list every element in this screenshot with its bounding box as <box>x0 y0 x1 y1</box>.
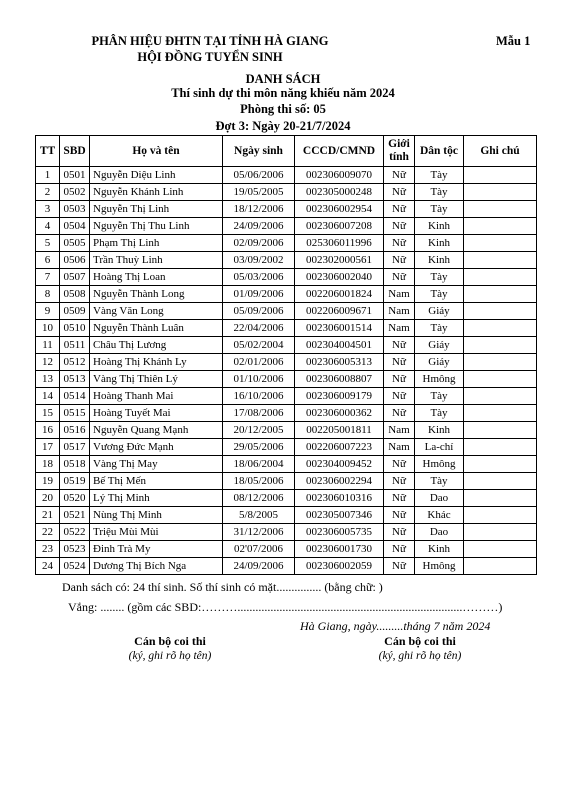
cell-tt: 17 <box>36 439 60 456</box>
cell-gender: Nữ <box>384 507 415 524</box>
cell-id: 002304009452 <box>295 456 384 473</box>
cell-notes <box>464 269 537 286</box>
form-code: Mẫu 1 <box>496 34 531 48</box>
cell-name: Hoàng Thị Khánh Ly <box>90 354 223 371</box>
table-row <box>36 286 537 303</box>
cell-id: 002306002059 <box>295 558 384 575</box>
table-header-row <box>36 136 537 167</box>
cell-sbd: 0517 <box>60 439 90 456</box>
header-dob: Ngày sinh <box>223 136 295 167</box>
cell-dob: 16/10/2006 <box>223 388 295 405</box>
cell-name: Phạm Thị Linh <box>90 235 223 252</box>
cell-tt: 15 <box>36 405 60 422</box>
cell-tt: 14 <box>36 388 60 405</box>
cell-dob: 5/8/2005 <box>223 507 295 524</box>
cell-tt: 1 <box>36 167 60 184</box>
cell-gender: Nam <box>384 422 415 439</box>
table-row <box>36 371 537 388</box>
table-row <box>36 235 537 252</box>
cell-id: 002306002294 <box>295 473 384 490</box>
header-sbd: SBD <box>60 136 90 167</box>
cell-ethnicity: Tày <box>415 184 464 201</box>
table-row <box>36 456 537 473</box>
table-row <box>36 320 537 337</box>
cell-id: 002205001811 <box>295 422 384 439</box>
cell-gender: Nữ <box>384 524 415 541</box>
cell-sbd: 0521 <box>60 507 90 524</box>
cell-dob: 20/12/2005 <box>223 422 295 439</box>
cell-ethnicity: Dao <box>415 524 464 541</box>
cell-tt: 5 <box>36 235 60 252</box>
signature-left-note: (ký, ghi rõ họ tên) <box>128 650 212 662</box>
cell-ethnicity: Tày <box>415 320 464 337</box>
cell-gender: Nữ <box>384 201 415 218</box>
cell-ethnicity: Kinh <box>415 218 464 235</box>
cell-ethnicity: Khác <box>415 507 464 524</box>
cell-gender: Nam <box>384 286 415 303</box>
cell-sbd: 0506 <box>60 252 90 269</box>
cell-tt: 16 <box>36 422 60 439</box>
cell-notes <box>464 184 537 201</box>
cell-notes <box>464 371 537 388</box>
table-row <box>36 405 537 422</box>
cell-id: 025306011996 <box>295 235 384 252</box>
cell-dob: 05/06/2006 <box>223 167 295 184</box>
cell-id: 002306009070 <box>295 167 384 184</box>
organization-name: PHÂN HIỆU ĐHTN TẠI TỈNH HÀ GIANG <box>91 34 329 48</box>
cell-gender: Nữ <box>384 558 415 575</box>
cell-ethnicity: Hmông <box>415 456 464 473</box>
cell-notes <box>464 354 537 371</box>
cell-gender: Nữ <box>384 167 415 184</box>
signature-left-title: Cán bộ coi thi <box>134 634 206 648</box>
cell-ethnicity: Tày <box>415 201 464 218</box>
cell-sbd: 0522 <box>60 524 90 541</box>
document-subtitle: Thí sinh dự thi môn năng khiếu năm 2024 <box>171 86 395 100</box>
cell-dob: 05/02/2004 <box>223 337 295 354</box>
cell-sbd: 0502 <box>60 184 90 201</box>
cell-name: Bế Thị Mến <box>90 473 223 490</box>
cell-sbd: 0511 <box>60 337 90 354</box>
cell-id: 002306001730 <box>295 541 384 558</box>
table-row <box>36 337 537 354</box>
cell-id: 002306005313 <box>295 354 384 371</box>
cell-id: 002306002954 <box>295 201 384 218</box>
cell-gender: Nữ <box>384 354 415 371</box>
cell-sbd: 0504 <box>60 218 90 235</box>
cell-notes <box>464 541 537 558</box>
cell-gender: Nam <box>384 439 415 456</box>
cell-gender: Nam <box>384 303 415 320</box>
cell-sbd: 0512 <box>60 354 90 371</box>
cell-id: 002306007208 <box>295 218 384 235</box>
cell-ethnicity: Hmông <box>415 558 464 575</box>
table-row <box>36 541 537 558</box>
cell-sbd: 0515 <box>60 405 90 422</box>
cell-notes <box>464 201 537 218</box>
cell-notes <box>464 558 537 575</box>
cell-tt: 24 <box>36 558 60 575</box>
cell-tt: 19 <box>36 473 60 490</box>
table-row <box>36 269 537 286</box>
count-line: Danh sách có: 24 thí sinh. Số thí sinh có mặt............... (bằng chữ: ) <box>62 580 383 594</box>
signature-right-title: Cán bộ coi thi <box>384 634 456 648</box>
cell-dob: 02/01/2006 <box>223 354 295 371</box>
cell-id: 002304004501 <box>295 337 384 354</box>
cell-tt: 18 <box>36 456 60 473</box>
cell-sbd: 0507 <box>60 269 90 286</box>
cell-tt: 21 <box>36 507 60 524</box>
cell-dob: 31/12/2006 <box>223 524 295 541</box>
table-row <box>36 473 537 490</box>
cell-id: 002302000561 <box>295 252 384 269</box>
cell-tt: 22 <box>36 524 60 541</box>
cell-name: Lý Thị Minh <box>90 490 223 507</box>
cell-ethnicity: Tày <box>415 388 464 405</box>
cell-notes <box>464 422 537 439</box>
cell-sbd: 0505 <box>60 235 90 252</box>
cell-tt: 20 <box>36 490 60 507</box>
cell-ethnicity: Kinh <box>415 541 464 558</box>
cell-tt: 9 <box>36 303 60 320</box>
cell-id: 002306008807 <box>295 371 384 388</box>
cell-tt: 3 <box>36 201 60 218</box>
cell-name: Hoàng Thanh Mai <box>90 388 223 405</box>
cell-notes <box>464 490 537 507</box>
cell-gender: Nữ <box>384 337 415 354</box>
cell-dob: 24/09/2006 <box>223 218 295 235</box>
date-line: Hà Giang, ngày.........tháng 7 năm 2024 <box>300 619 491 633</box>
cell-name: Nùng Thị Minh <box>90 507 223 524</box>
cell-tt: 4 <box>36 218 60 235</box>
cell-ethnicity: La-chí <box>415 439 464 456</box>
table-row <box>36 184 537 201</box>
header-ethnicity: Dân tộc <box>415 136 464 167</box>
header-id: CCCD/CMND <box>295 136 384 167</box>
cell-tt: 8 <box>36 286 60 303</box>
cell-gender: Nam <box>384 320 415 337</box>
cell-name: Nguyễn Thành Luân <box>90 320 223 337</box>
cell-ethnicity: Tày <box>415 473 464 490</box>
header-tt: TT <box>36 136 60 167</box>
cell-gender: Nữ <box>384 541 415 558</box>
cell-ethnicity: Giáy <box>415 303 464 320</box>
cell-gender: Nữ <box>384 388 415 405</box>
cell-id: 002306002040 <box>295 269 384 286</box>
cell-name: Hoàng Thị Loan <box>90 269 223 286</box>
cell-sbd: 0516 <box>60 422 90 439</box>
cell-tt: 13 <box>36 371 60 388</box>
cell-ethnicity: Kinh <box>415 252 464 269</box>
cell-dob: 05/03/2006 <box>223 269 295 286</box>
cell-notes <box>464 439 537 456</box>
cell-dob: 02'07/2006 <box>223 541 295 558</box>
council-name: HỘI ĐỒNG TUYỂN SINH <box>137 50 283 64</box>
cell-name: Nguyễn Thị Thu Linh <box>90 218 223 235</box>
cell-notes <box>464 507 537 524</box>
exam-room: Phòng thi số: 05 <box>240 102 326 116</box>
table-row <box>36 524 537 541</box>
cell-ethnicity: Kinh <box>415 235 464 252</box>
table-row <box>36 422 537 439</box>
cell-notes <box>464 388 537 405</box>
cell-notes <box>464 337 537 354</box>
cell-sbd: 0520 <box>60 490 90 507</box>
cell-name: Vàng Thị May <box>90 456 223 473</box>
cell-ethnicity: Tày <box>415 269 464 286</box>
header-gender: Giới tính <box>384 136 415 167</box>
exam-round: Đợt 3: Ngày 20-21/7/2024 <box>215 119 351 133</box>
cell-id: 002206009671 <box>295 303 384 320</box>
cell-name: Đinh Trà My <box>90 541 223 558</box>
cell-dob: 22/04/2006 <box>223 320 295 337</box>
cell-ethnicity: Tày <box>415 286 464 303</box>
cell-tt: 23 <box>36 541 60 558</box>
cell-name: Châu Thị Lương <box>90 337 223 354</box>
table-row <box>36 507 537 524</box>
table-row <box>36 388 537 405</box>
table-row <box>36 167 537 184</box>
cell-notes <box>464 167 537 184</box>
cell-ethnicity: Hmông <box>415 371 464 388</box>
cell-id: 002206007223 <box>295 439 384 456</box>
cell-id: 002306000362 <box>295 405 384 422</box>
header-name: Họ và tên <box>90 136 223 167</box>
cell-gender: Nữ <box>384 235 415 252</box>
cell-dob: 18/12/2006 <box>223 201 295 218</box>
cell-name: Nguyễn Khánh Linh <box>90 184 223 201</box>
table-row <box>36 218 537 235</box>
cell-sbd: 0501 <box>60 167 90 184</box>
cell-notes <box>464 473 537 490</box>
cell-ethnicity: Giáy <box>415 337 464 354</box>
cell-notes <box>464 303 537 320</box>
cell-name: Nguyễn Quang Mạnh <box>90 422 223 439</box>
cell-gender: Nữ <box>384 184 415 201</box>
cell-id: 002305000248 <box>295 184 384 201</box>
cell-id: 002306001514 <box>295 320 384 337</box>
cell-dob: 01/09/2006 <box>223 286 295 303</box>
table-row <box>36 490 537 507</box>
cell-sbd: 0519 <box>60 473 90 490</box>
cell-dob: 01/10/2006 <box>223 371 295 388</box>
document-title: DANH SÁCH <box>245 72 321 86</box>
table-body <box>36 167 537 575</box>
table-row <box>36 303 537 320</box>
cell-notes <box>464 218 537 235</box>
cell-notes <box>464 524 537 541</box>
table-row <box>36 354 537 371</box>
cell-gender: Nữ <box>384 473 415 490</box>
cell-dob: 08/12/2006 <box>223 490 295 507</box>
cell-tt: 6 <box>36 252 60 269</box>
cell-name: Vàng Văn Long <box>90 303 223 320</box>
cell-dob: 18/06/2004 <box>223 456 295 473</box>
cell-dob: 29/05/2006 <box>223 439 295 456</box>
cell-dob: 17/08/2006 <box>223 405 295 422</box>
cell-name: Trần Thuỳ Linh <box>90 252 223 269</box>
cell-dob: 18/05/2006 <box>223 473 295 490</box>
cell-notes <box>464 235 537 252</box>
cell-name: Nguyễn Diệu Linh <box>90 167 223 184</box>
cell-notes <box>464 320 537 337</box>
candidate-table <box>35 135 537 575</box>
cell-sbd: 0523 <box>60 541 90 558</box>
cell-dob: 05/09/2006 <box>223 303 295 320</box>
cell-name: Triệu Mùi Mùi <box>90 524 223 541</box>
cell-sbd: 0518 <box>60 456 90 473</box>
cell-name: Vàng Thị Thiên Lý <box>90 371 223 388</box>
cell-name: Vương Đức Mạnh <box>90 439 223 456</box>
cell-gender: Nữ <box>384 405 415 422</box>
signature-right-note: (ký, ghi rõ họ tên) <box>378 650 462 662</box>
cell-notes <box>464 252 537 269</box>
cell-name: Dương Thị Bích Nga <box>90 558 223 575</box>
cell-dob: 19/05/2005 <box>223 184 295 201</box>
cell-tt: 7 <box>36 269 60 286</box>
cell-tt: 2 <box>36 184 60 201</box>
cell-gender: Nữ <box>384 371 415 388</box>
table-row <box>36 252 537 269</box>
cell-tt: 11 <box>36 337 60 354</box>
cell-ethnicity: Tày <box>415 405 464 422</box>
cell-notes <box>464 405 537 422</box>
table-row <box>36 558 537 575</box>
cell-name: Hoàng Tuyết Mai <box>90 405 223 422</box>
cell-id: 002306005735 <box>295 524 384 541</box>
cell-sbd: 0508 <box>60 286 90 303</box>
cell-gender: Nữ <box>384 252 415 269</box>
cell-dob: 24/09/2006 <box>223 558 295 575</box>
cell-sbd: 0510 <box>60 320 90 337</box>
cell-dob: 02/09/2006 <box>223 235 295 252</box>
cell-gender: Nữ <box>384 269 415 286</box>
cell-sbd: 0514 <box>60 388 90 405</box>
cell-gender: Nữ <box>384 456 415 473</box>
cell-gender: Nữ <box>384 490 415 507</box>
cell-id: 002306010316 <box>295 490 384 507</box>
cell-ethnicity: Kinh <box>415 422 464 439</box>
header-notes: Ghi chú <box>464 136 537 167</box>
table-row <box>36 439 537 456</box>
cell-notes <box>464 456 537 473</box>
cell-id: 002305007346 <box>295 507 384 524</box>
absent-line: Vắng: ........ (gồm các SBD:………...........................................................................………) <box>68 600 503 614</box>
cell-tt: 10 <box>36 320 60 337</box>
cell-ethnicity: Tày <box>415 167 464 184</box>
cell-dob: 03/09/2002 <box>223 252 295 269</box>
cell-tt: 12 <box>36 354 60 371</box>
cell-sbd: 0524 <box>60 558 90 575</box>
cell-sbd: 0513 <box>60 371 90 388</box>
cell-id: 002306009179 <box>295 388 384 405</box>
cell-gender: Nữ <box>384 218 415 235</box>
cell-sbd: 0509 <box>60 303 90 320</box>
cell-notes <box>464 286 537 303</box>
cell-name: Nguyễn Thị Linh <box>90 201 223 218</box>
cell-name: Nguyễn Thành Long <box>90 286 223 303</box>
cell-ethnicity: Giáy <box>415 354 464 371</box>
cell-id: 002206001824 <box>295 286 384 303</box>
cell-ethnicity: Dao <box>415 490 464 507</box>
cell-sbd: 0503 <box>60 201 90 218</box>
table-row <box>36 201 537 218</box>
